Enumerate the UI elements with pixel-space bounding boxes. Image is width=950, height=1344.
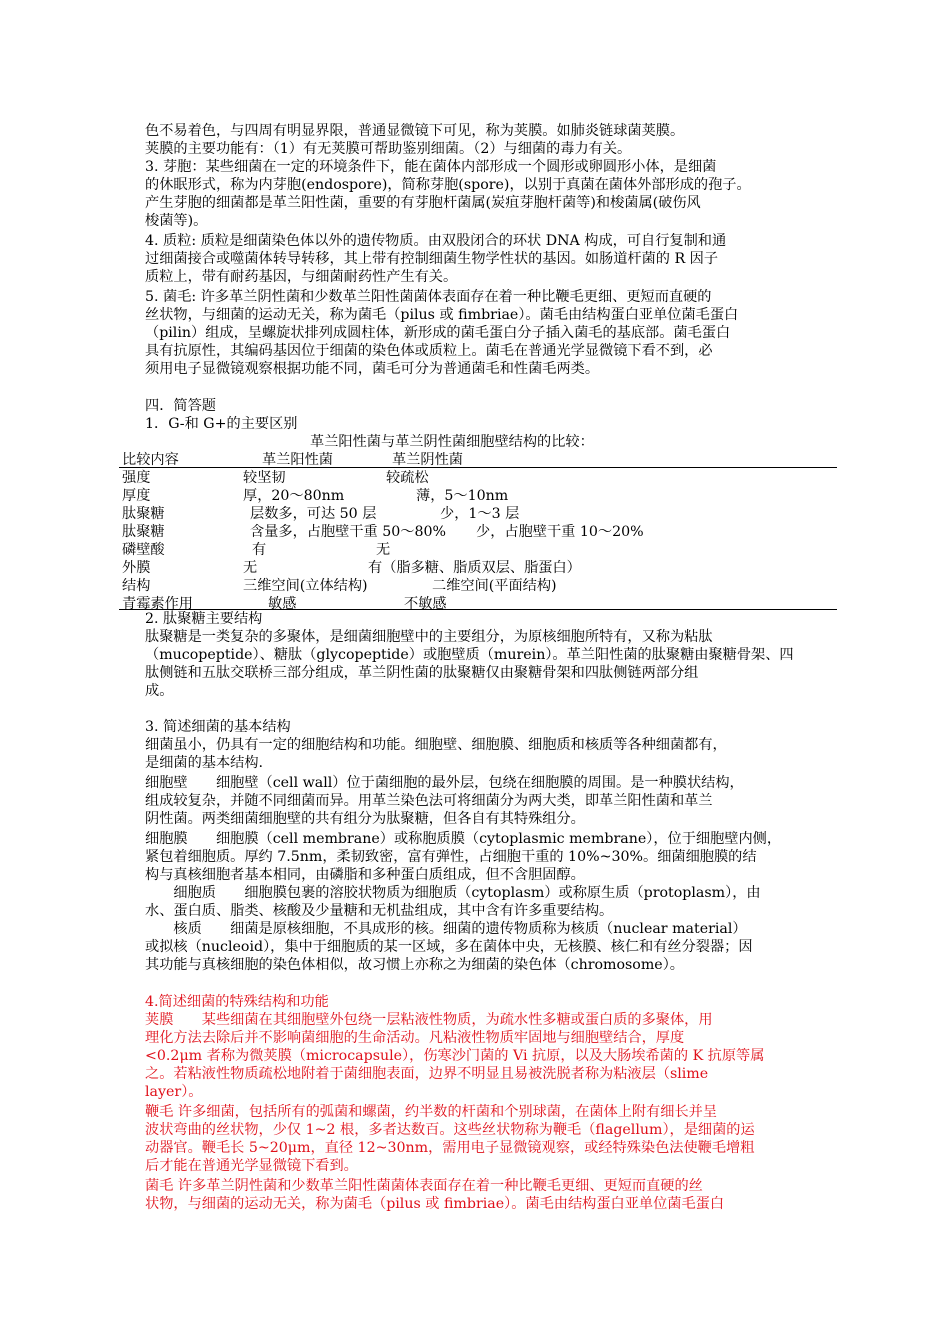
table-cell: 三维空间(立体结构) bbox=[243, 578, 368, 594]
section-heading: 四．简答题 bbox=[145, 398, 216, 414]
table-cell: 薄，5～10nm bbox=[416, 488, 509, 504]
table-cell: 无 bbox=[243, 560, 258, 576]
text-line: 阴性菌。两类细菌细胞壁的共有组分为肽聚糖，但各自有其特殊组分。 bbox=[145, 811, 585, 827]
text-line: 肽侧链和五肽交联桥三部分组成，革兰阴性菌的肽聚糖仅由聚糖骨架和四肽侧链两部分组 bbox=[145, 665, 699, 681]
text-line: 鞭毛 许多细菌，包括所有的弧菌和螺菌，约半数的杆菌和个别球菌，在菌体上附有细长并呈 bbox=[145, 1104, 718, 1120]
text-line: 状物，与细菌的运动无关，称为菌毛（pilus 或 fimbriae）。菌毛由结构蛋白亚单位菌毛蛋白 bbox=[145, 1196, 725, 1212]
table-rule-top bbox=[119, 467, 837, 468]
text-line: 细胞壁 细胞壁（cell wall）位于菌细胞的最外层，包绕在细胞膜的周围。是一种膜状结构， bbox=[145, 775, 744, 791]
text-line: 紧包着细胞质。厚约 7.5nm，柔韧致密，富有弹性，占细胞干重的 10%~30%。细菌细胞膜的结 bbox=[145, 849, 757, 865]
text-line: 的休眠形式，称为内芽胞(endospore)，简称芽胞(spore)，以别于真菌在菌体外部形成的孢子。 bbox=[145, 177, 751, 193]
table-cell: 层数多，可达 50 层 bbox=[250, 506, 377, 522]
table-cell: 外膜 bbox=[122, 560, 151, 576]
text-line: 荚膜的主要功能有：（1）有无荚膜可帮助鉴别细菌。（2）与细菌的毒力有关。 bbox=[145, 141, 632, 157]
text-line: 细胞膜 细胞膜（cell membrane）或称胞质膜（cytoplasmic membrane），位于细胞壁内侧， bbox=[145, 831, 782, 847]
text-line: 理化方法去除后并不影响菌细胞的生命活动。凡粘液性物质牢固地与细胞壁结合，厚度 bbox=[145, 1030, 685, 1046]
text-line: 构与真核细胞者基本相同，由磷脂和多种蛋白质组成，但不含胆固醇。 bbox=[145, 867, 585, 883]
text-line: 后才能在普通光学显微镜下看到。 bbox=[145, 1158, 358, 1174]
table-cell: 有（脂多糖、脂质双层、脂蛋白） bbox=[368, 560, 581, 576]
text-line: 之。若粘液性物质疏松地附着于菌细胞表面，边界不明显且易被洗脱者称为粘液层（slime bbox=[145, 1066, 709, 1082]
table-cell: 肽聚糖 bbox=[122, 506, 165, 522]
text-line: 细胞质 细胞膜包裹的溶胶状物质为细胞质（cytoplasm）或称原生质（protoplasm），由 bbox=[145, 885, 761, 901]
table-cell: 不敏感 bbox=[404, 596, 447, 612]
table-cell: 二维空间(平面结构) bbox=[432, 578, 557, 594]
text-line: 其功能与真核细胞的染色体相似，故习惯上亦称之为细菌的染色体（chromosome）。 bbox=[145, 957, 684, 973]
table-cell: 较疏松 bbox=[386, 470, 429, 486]
table-cell: 有 bbox=[252, 542, 267, 558]
text-line: 肽聚糖是一类复杂的多聚体，是细菌细胞壁中的主要组分，为原核细胞所特有，又称为粘肽 bbox=[145, 629, 713, 645]
text-line: （mucopeptide）、糖肽（glycopeptide）或胞壁质（murein）。革兰阳性菌的肽聚糖由聚糖骨架、四 bbox=[145, 647, 794, 663]
text-line: （pilin）组成，呈螺旋状排列成圆柱体，新形成的菌毛蛋白分子插入菌毛的基底部。菌毛蛋白 bbox=[145, 325, 731, 341]
table-cell: 结构 bbox=[122, 578, 151, 594]
question-title: 3. 简述细菌的基本结构 bbox=[145, 719, 291, 735]
text-line: 具有抗原性，其编码基因位于细菌的染色体或质粒上。菌毛在普通光学显微镜下看不到，必 bbox=[145, 343, 713, 359]
table-cell: 肽聚糖 bbox=[122, 524, 165, 540]
text-line: 菌毛 许多革兰阴性菌和少数革兰阳性菌菌体表面存在着一种比鞭毛更细、更短而直硬的丝 bbox=[145, 1178, 703, 1194]
text-line: 产生芽胞的细菌都是革兰阳性菌，重要的有芽胞杆菌属(炭疽芽胞杆菌等)和梭菌属(破伤风 bbox=[145, 195, 701, 211]
text-line: 色不易着色，与四周有明显界限，普通显微镜下可见，称为荚膜。如肺炎链球菌荚膜。 bbox=[145, 123, 685, 139]
table-cell: 敏感 bbox=[268, 596, 297, 612]
text-line: 波状弯曲的丝状物，少仅 1~2 根，多者达数百。这些丝状物称为鞭毛（flagellum），是细菌的运 bbox=[145, 1122, 755, 1138]
table-cell: 无 bbox=[376, 542, 391, 558]
table-header: 革兰阳性菌 bbox=[262, 452, 333, 468]
table-header: 革兰阴性菌 bbox=[392, 452, 463, 468]
text-line: 核质 细菌是原核细胞，不具成形的核。细菌的遗传物质称为核质（nuclear material） bbox=[145, 921, 747, 937]
text-line: 4. 质粒: 质粒是细菌染色体以外的遗传物质。由双股闭合的环状 DNA 构成，可自行复制和通 bbox=[145, 233, 727, 249]
table-cell: 厚，20～80nm bbox=[243, 488, 345, 504]
text-line: 动器官。鞭毛长 5~20μm，直径 12~30nm，需用电子显微镜观察，或经特殊染色法使鞭毛增粗 bbox=[145, 1140, 755, 1156]
text-line: 过细菌接合或噬菌体转导转移，其上带有控制细菌生物学性状的基因。如肠道杆菌的 R 因子 bbox=[145, 251, 719, 267]
table-cell: 少，占胞壁干重 10～20% bbox=[476, 524, 644, 540]
table-cell: 厚度 bbox=[122, 488, 151, 504]
text-line: 细菌虽小，仍具有一定的细胞结构和功能。细胞壁、细胞膜、细胞质和核质等各种细菌都有， bbox=[145, 737, 727, 753]
text-line: 是细菌的基本结构. bbox=[145, 755, 264, 771]
text-line: 5. 菌毛: 许多革兰阴性菌和少数革兰阳性菌菌体表面存在着一种比鞭毛更细、更短而直硬的 bbox=[145, 289, 712, 305]
text-line: 荚膜 某些细菌在其细胞壁外包绕一层粘液性物质，为疏水性多糖或蛋白质的多聚体，用 bbox=[145, 1012, 713, 1028]
table-cell: 少，1～3 层 bbox=[440, 506, 520, 522]
table-caption: 革兰阳性菌与革兰阴性菌细胞壁结构的比较： bbox=[310, 434, 594, 450]
text-line: 丝状物，与细菌的运动无关，称为菌毛（pilus 或 fimbriae）。菌毛由结构蛋白亚单位菌毛蛋白 bbox=[145, 307, 739, 323]
text-line: layer）。 bbox=[145, 1084, 203, 1100]
question-title: 4.简述细菌的特殊结构和功能 bbox=[145, 994, 329, 1010]
text-line: 或拟核（nucleoid），集中于细胞质的某一区域，多在菌体中央，无核膜、核仁和有丝分裂器；因 bbox=[145, 939, 753, 955]
text-line: 须用电子显微镜观察根据功能不同，菌毛可分为普通菌毛和性菌毛两类。 bbox=[145, 361, 600, 377]
text-line: 组成较复杂，并随不同细菌而异。用革兰染色法可将细菌分为两大类，即革兰阳性菌和革兰 bbox=[145, 793, 713, 809]
table-header: 比较内容 bbox=[122, 452, 179, 468]
table-cell: 青霉素作用 bbox=[122, 596, 193, 612]
text-line: 梭菌等)。 bbox=[145, 213, 208, 229]
table-cell: 较坚韧 bbox=[243, 470, 286, 486]
text-line: 成。 bbox=[145, 683, 174, 699]
question-title: 1．G-和 G+的主要区别 bbox=[145, 416, 298, 432]
question-title: 2. 肽聚糖主要结构 bbox=[145, 611, 263, 627]
table-cell: 含量多，占胞壁干重 50～80% bbox=[250, 524, 446, 540]
text-line: 3. 芽胞：某些细菌在一定的环境条件下，能在菌体内部形成一个圆形或卵圆形小体，是细菌 bbox=[145, 159, 717, 175]
text-line: 水、蛋白质、脂类、核酸及少量糖和无机盐组成，其中含有许多重要结构。 bbox=[145, 903, 614, 919]
table-cell: 磷壁酸 bbox=[122, 542, 165, 558]
text-line: <0.2μm 者称为微荚膜（microcapsule），伤寒沙门菌的 Vi 抗原，以及大肠埃希菌的 K 抗原等属 bbox=[145, 1048, 765, 1064]
text-line: 质粒上，带有耐药基因，与细菌耐药性产生有关。 bbox=[145, 269, 458, 285]
table-cell: 强度 bbox=[122, 470, 151, 486]
